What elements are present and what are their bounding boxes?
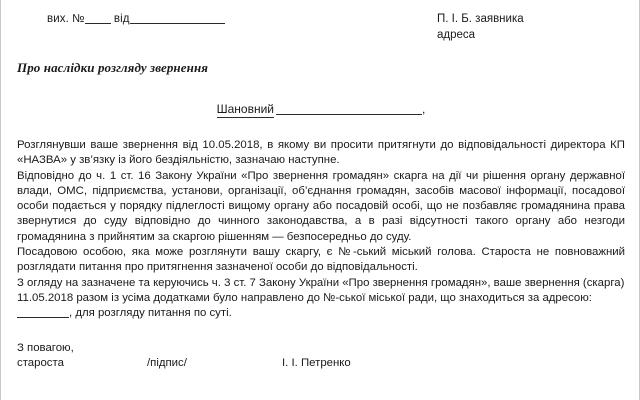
outgoing-number-label: вих. № xyxy=(47,13,85,25)
paragraph-4 xyxy=(17,276,625,322)
address-blank xyxy=(17,317,69,318)
addressee-block xyxy=(437,11,524,43)
closing-regards: З повагою, xyxy=(17,342,74,354)
outgoing-number-line xyxy=(47,13,225,25)
paragraph-3: Посадовою особою, яка може розглянути вашу скаргу, є №-ський міський голова. Староста не повноважний розглядати питання про притягнення зазначеної особи до відповідальності. xyxy=(17,246,625,274)
signer-role: староста xyxy=(17,357,64,370)
body-text xyxy=(17,138,625,322)
subject-line: Про наслідки розгляду звернення xyxy=(17,60,209,75)
outgoing-date-blank xyxy=(130,23,225,24)
salutation-line xyxy=(17,102,625,116)
signature-row xyxy=(17,356,437,371)
paragraph-4-part1: З огляду на зазначене та керуючись ч. 3 ст. 7 Закону України «Про звернення громадян», ваше звернення (скарга) 11.05.2018 разом із усіма додатками було направлено до №-ської міської ради, що знаходиться за адресою: xyxy=(17,276,625,304)
paragraph-1: Розглянувши ваше звернення від 10.05.2018, в якому ви просити притягнути до відповідальності директора КП «НАЗВА» у зв’язку із його бездіяльністю, зазначаю наступне. xyxy=(17,139,625,167)
paragraph-2: Відповідно до ч. 1 ст. 16 Закону України «Про звернення громадян» скарга на дії чи рішення органу державної влади, ОМС, підприємства, установи, організації, об’єднання громадян, засобів масової інформації, посадової особи подається у порядку підлеглості вищому органу або посадовій особі, що не позбавляє громадянина права звернутися до суду відповідно до чинного законодавства, а в разі відсутності такого органу або незгоди громадянина з прийнятим за скаргою рішенням — безпосередньо до суду. xyxy=(17,169,625,243)
salutation-blank xyxy=(276,114,422,115)
salutation-word: Шановний xyxy=(216,102,275,116)
signer-name: І. І. Петренко xyxy=(282,357,351,370)
signature-mark: /підпис/ xyxy=(147,357,187,370)
closing-block xyxy=(17,341,437,372)
document-body xyxy=(17,0,625,400)
document-header xyxy=(17,0,625,64)
addressee-name-line: П. І. Б. заявника xyxy=(437,13,524,25)
paragraph-4-part2: , для розгляду питання по суті. xyxy=(69,307,232,320)
outgoing-number-blank xyxy=(85,23,111,24)
outgoing-date-label: від xyxy=(113,13,130,25)
addressee-address-line: адреса xyxy=(437,29,476,41)
salutation-comma: , xyxy=(422,102,426,116)
